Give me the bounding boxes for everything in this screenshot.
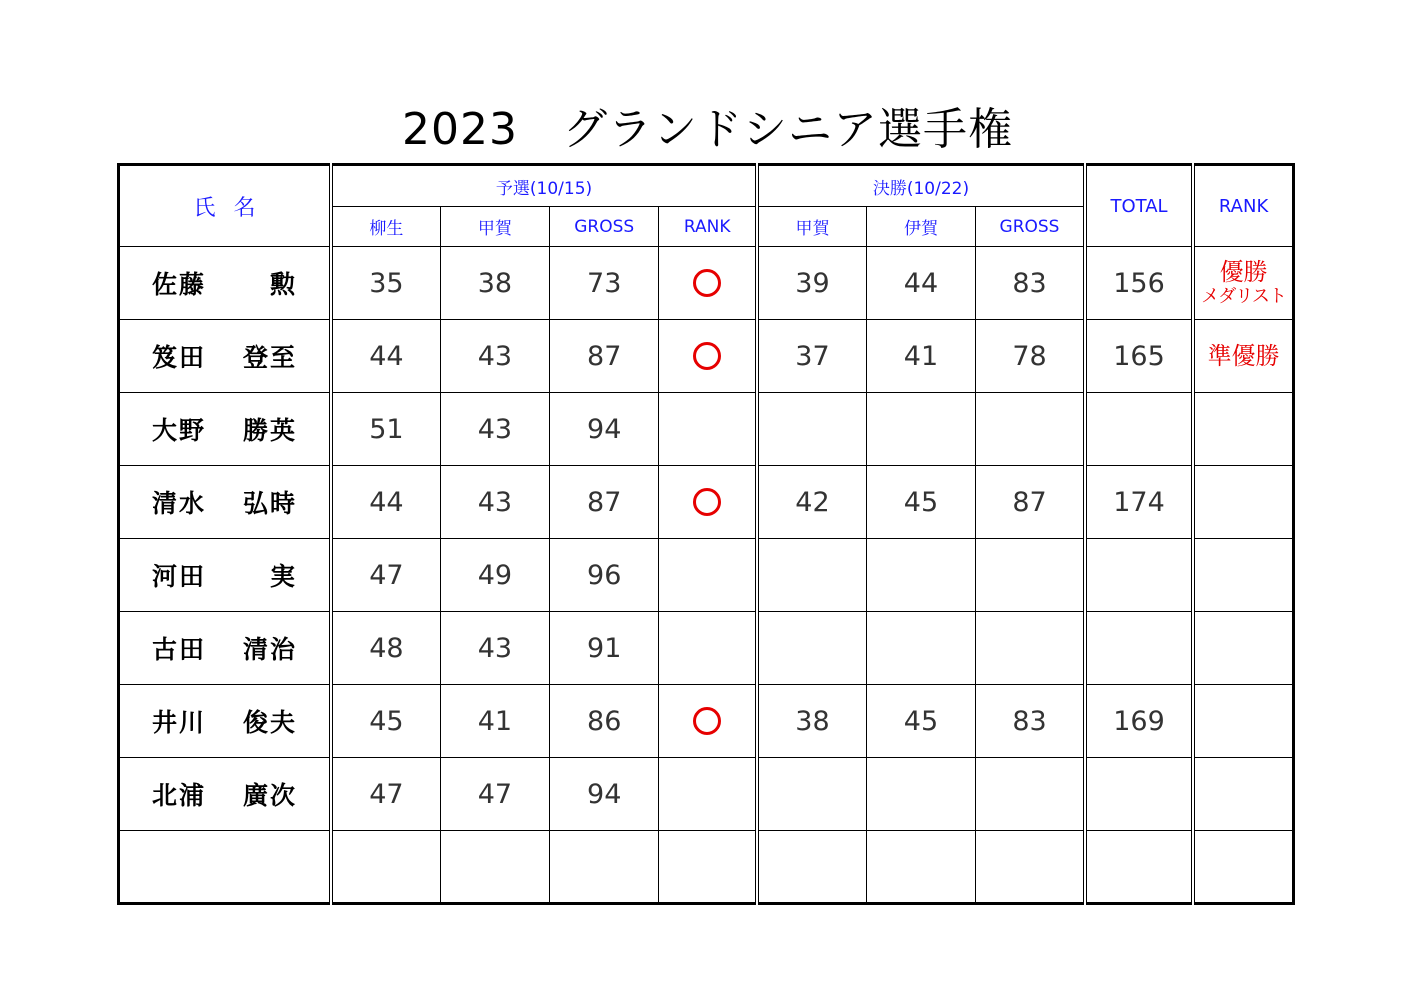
final-gross-score [976, 612, 1085, 685]
final-course-1-score: 37 [757, 320, 866, 393]
final-course-1-score [757, 393, 866, 466]
rank-label: 優勝 [1219, 258, 1268, 286]
prelim-rank-cell [659, 831, 757, 904]
rank-label: 準優勝 [1207, 342, 1280, 370]
prelim-course-1-score: 51 [331, 393, 440, 466]
header-final-course-1: 甲賀 [757, 207, 866, 247]
table-row [119, 831, 1294, 904]
prelim-gross-score: 86 [550, 685, 659, 758]
prelim-gross-score: 96 [550, 539, 659, 612]
header-total: TOTAL [1085, 165, 1193, 247]
final-course-1-score [757, 758, 866, 831]
prelim-rank-cell [659, 539, 757, 612]
results-table [117, 163, 1295, 905]
final-rank-cell [1193, 685, 1293, 758]
prelim-rank-cell [659, 758, 757, 831]
header-final-course-2: 伊賀 [866, 207, 975, 247]
prelim-course-2-score: 49 [440, 539, 549, 612]
red-circle-icon [693, 269, 721, 297]
table-row [119, 612, 1294, 685]
final-rank-cell [1193, 393, 1293, 466]
table-row [119, 320, 1294, 393]
player-given-name: 俊夫 [243, 708, 298, 737]
prelim-course-2-score: 41 [440, 685, 549, 758]
final-course-2-score: 41 [866, 320, 975, 393]
final-rank-cell [1193, 247, 1293, 320]
final-course-2-score [866, 539, 975, 612]
final-rank-cell [1193, 831, 1293, 904]
header-prelim-gross: GROSS [550, 207, 659, 247]
rank-sub-label: メダリスト [1201, 286, 1286, 307]
player-family-name: 笈田 [152, 343, 207, 372]
header-final: 決勝(10/22) [757, 165, 1085, 207]
total-score [1085, 539, 1193, 612]
player-given-name: 廣次 [243, 781, 298, 810]
prelim-course-2-score: 43 [440, 320, 549, 393]
player-given-name: 登至 [243, 343, 298, 372]
final-gross-score [976, 393, 1085, 466]
player-given-name: 勲 [270, 270, 298, 299]
final-gross-score: 83 [976, 247, 1085, 320]
total-score: 165 [1085, 320, 1193, 393]
prelim-gross-score: 94 [550, 393, 659, 466]
prelim-course-1-score: 35 [331, 247, 440, 320]
final-gross-score [976, 831, 1085, 904]
prelim-rank-cell [659, 320, 757, 393]
red-circle-icon [693, 342, 721, 370]
player-given-name: 清治 [243, 635, 298, 664]
prelim-gross-score [550, 831, 659, 904]
header-prelim: 予選(10/15) [331, 165, 757, 207]
player-given-name: 実 [270, 562, 298, 591]
prelim-course-2-score [440, 831, 549, 904]
prelim-course-1-score: 45 [331, 685, 440, 758]
final-gross-score: 83 [976, 685, 1085, 758]
total-score: 169 [1085, 685, 1193, 758]
final-course-2-score: 44 [866, 247, 975, 320]
prelim-course-2-score: 47 [440, 758, 549, 831]
prelim-course-2-score: 43 [440, 612, 549, 685]
final-course-1-score: 38 [757, 685, 866, 758]
table-row [119, 393, 1294, 466]
prelim-gross-score: 87 [550, 466, 659, 539]
header-final-gross: GROSS [976, 207, 1085, 247]
player-name-cell [119, 758, 332, 831]
final-rank-cell [1193, 612, 1293, 685]
player-family-name: 河田 [152, 562, 207, 591]
total-score [1085, 758, 1193, 831]
prelim-rank-cell [659, 247, 757, 320]
final-course-2-score: 45 [866, 685, 975, 758]
player-family-name: 北浦 [152, 781, 207, 810]
prelim-course-2-score: 38 [440, 247, 549, 320]
prelim-gross-score: 94 [550, 758, 659, 831]
final-gross-score: 87 [976, 466, 1085, 539]
prelim-gross-score: 87 [550, 320, 659, 393]
table-row [119, 758, 1294, 831]
player-family-name: 佐藤 [152, 270, 207, 299]
player-name-cell [119, 831, 332, 904]
prelim-gross-score: 91 [550, 612, 659, 685]
prelim-course-1-score [331, 831, 440, 904]
header-prelim-course-1: 柳生 [331, 207, 440, 247]
total-score [1085, 612, 1193, 685]
table-row [119, 685, 1294, 758]
header-rank: RANK [1193, 165, 1293, 247]
player-name-cell [119, 247, 332, 320]
prelim-course-1-score: 44 [331, 320, 440, 393]
prelim-rank-cell [659, 466, 757, 539]
player-given-name: 弘時 [243, 489, 298, 518]
final-course-1-score: 42 [757, 466, 866, 539]
prelim-course-1-score: 47 [331, 758, 440, 831]
final-rank-cell [1193, 466, 1293, 539]
header-prelim-course-2: 甲賀 [440, 207, 549, 247]
player-family-name: 大野 [152, 416, 207, 445]
player-family-name: 古田 [152, 635, 207, 664]
final-rank-cell [1193, 320, 1293, 393]
results-body [119, 247, 1294, 904]
player-family-name: 清水 [152, 489, 207, 518]
prelim-course-1-score: 44 [331, 466, 440, 539]
red-circle-icon [693, 488, 721, 516]
total-score: 174 [1085, 466, 1193, 539]
prelim-gross-score: 73 [550, 247, 659, 320]
player-name-cell [119, 393, 332, 466]
prelim-course-1-score: 48 [331, 612, 440, 685]
final-gross-score: 78 [976, 320, 1085, 393]
total-score: 156 [1085, 247, 1193, 320]
player-name-cell [119, 685, 332, 758]
header-name: 氏名 [119, 165, 332, 247]
player-name-cell [119, 612, 332, 685]
total-score [1085, 393, 1193, 466]
table-row [119, 247, 1294, 320]
final-course-1-score [757, 539, 866, 612]
final-rank-cell [1193, 758, 1293, 831]
red-circle-icon [693, 707, 721, 735]
prelim-rank-cell [659, 685, 757, 758]
table-row [119, 466, 1294, 539]
final-course-2-score [866, 393, 975, 466]
final-course-2-score: 45 [866, 466, 975, 539]
total-score [1085, 831, 1193, 904]
final-course-1-score: 39 [757, 247, 866, 320]
final-course-1-score [757, 831, 866, 904]
player-name-cell [119, 466, 332, 539]
final-gross-score [976, 758, 1085, 831]
prelim-rank-cell [659, 612, 757, 685]
final-course-2-score [866, 612, 975, 685]
player-given-name: 勝英 [243, 416, 298, 445]
player-family-name: 井川 [152, 708, 207, 737]
table-row [119, 539, 1294, 612]
page-title: 2023 グランドシニア選手権 [402, 104, 1013, 155]
final-gross-score [976, 539, 1085, 612]
final-course-1-score [757, 612, 866, 685]
player-name-cell [119, 320, 332, 393]
prelim-course-2-score: 43 [440, 393, 549, 466]
prelim-course-1-score: 47 [331, 539, 440, 612]
header-prelim-rank: RANK [659, 207, 757, 247]
prelim-course-2-score: 43 [440, 466, 549, 539]
player-name-cell [119, 539, 332, 612]
final-course-2-score [866, 758, 975, 831]
final-course-2-score [866, 831, 975, 904]
prelim-rank-cell [659, 393, 757, 466]
final-rank-cell [1193, 539, 1293, 612]
